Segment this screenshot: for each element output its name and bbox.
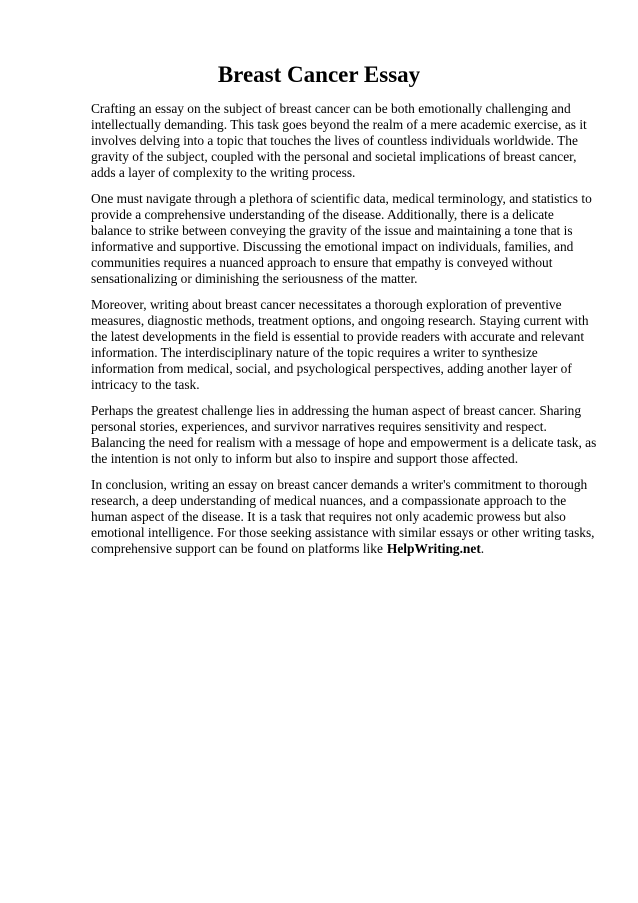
page-title: Breast Cancer Essay bbox=[217, 62, 421, 87]
helpwriting-link[interactable]: HelpWriting.net bbox=[386, 541, 481, 556]
paragraph-5-text: In conclusion, writing an essay on breast cancer demands a writer's commitment to thorough research, a deep understanding of medical nuances, and a compassionate approach to the human aspect of the disease. It is a task that requires not only academic prowess but also emotional intelligence. For those seeking assistance with similar essays or other writing tasks, comprehensive support can be found on platforms like bbox=[91, 477, 595, 556]
paragraph-4: Perhaps the greatest challenge lies in addressing the human aspect of breast cancer. Sharing personal stories, experiences, and survivor narratives requires sensitivity and respect. Balancing the need for realism with a message of hope and empowerment is a delicate task, as the intention is not only to inform but also to inspire and support those affected. bbox=[91, 403, 597, 466]
paragraph-5 bbox=[91, 477, 597, 557]
paragraph-3: Moreover, writing about breast cancer necessitates a thorough exploration of preventive measures, diagnostic methods, treatment options, and ongoing research. Staying current with the latest developments in the field is essential to provide readers with accurate and relevant information. The interdisciplinary nature of the topic requires a writer to synthesize information from medical, social, and psychological perspectives, adding another layer of intricacy to the task. bbox=[91, 297, 589, 392]
paragraph-1: Crafting an essay on the subject of breast cancer can be both emotionally challenging and intellectually demanding. This task goes beyond the realm of a mere academic exercise, as it involves delving into a topic that touches the lives of countless individuals worldwide. The gravity of the subject, coupled with the personal and societal implications of breast cancer, adds a layer of complexity to the writing process. bbox=[91, 101, 587, 180]
paragraph-2: One must navigate through a plethora of scientific data, medical terminology, and statistics to provide a comprehensive understanding of the disease. Additionally, there is a delicate balance to strike between conveying the gravity of the issue and maintaining a tone that is informative and supportive. Discussing the emotional impact on individuals, families, and communities requires a nuanced approach to ensure that empathy is conveyed without sensationalizing or diminishing the seriousness of the matter. bbox=[91, 191, 592, 286]
essay-body bbox=[91, 101, 597, 567]
paragraph-5-end: . bbox=[480, 541, 485, 556]
